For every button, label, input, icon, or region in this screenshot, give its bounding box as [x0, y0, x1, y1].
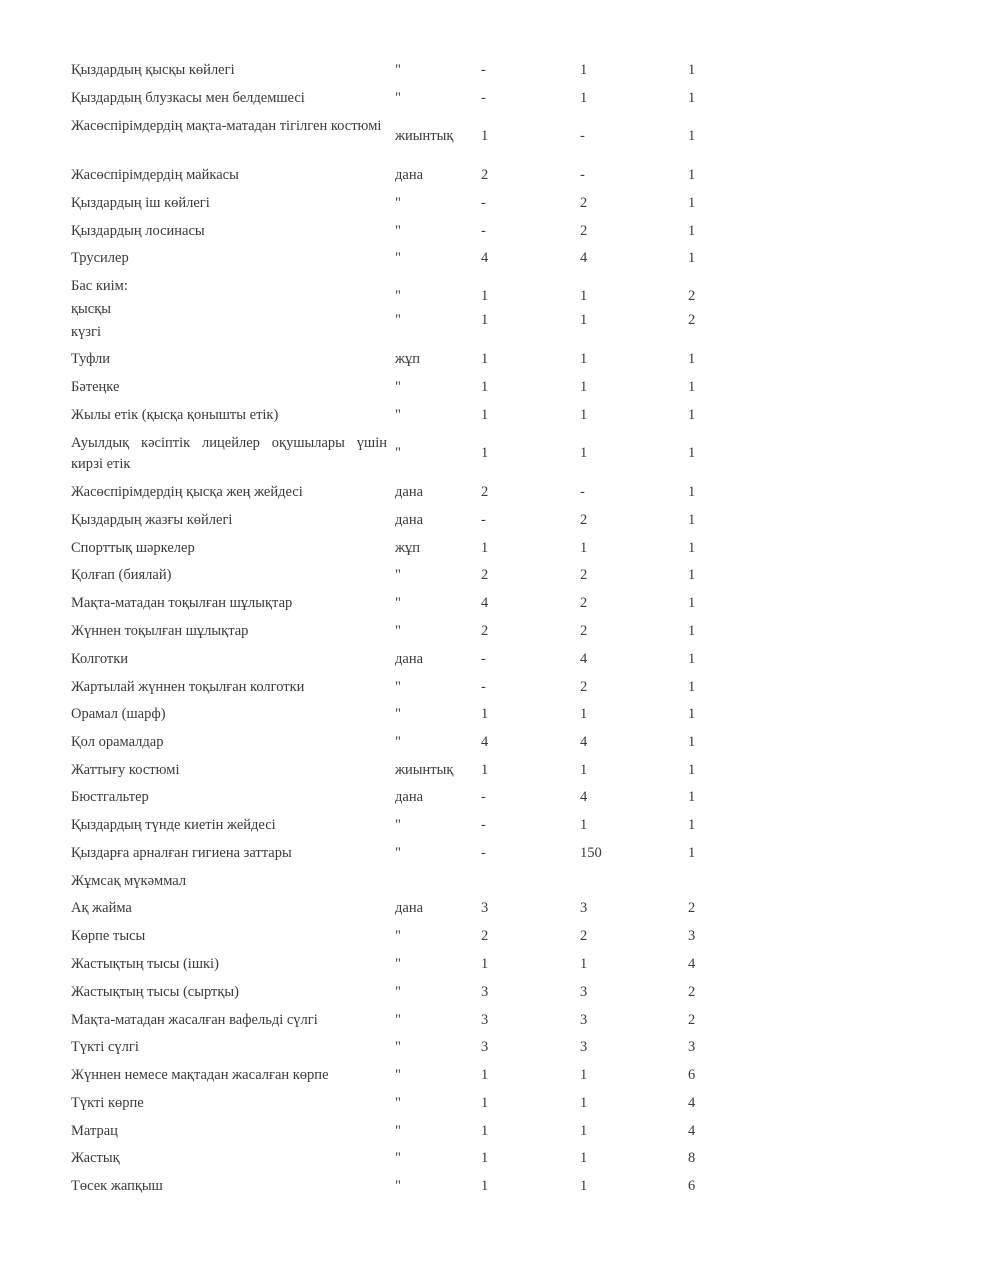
- row-col-3: 8: [688, 1150, 696, 1166]
- row-item-name: Жасөспірімдердің мақта-матадан тігілген костюмі: [71, 118, 382, 134]
- row-unit: жиынтық: [395, 762, 454, 778]
- row-col-1: 1: [481, 1150, 489, 1166]
- row-unit: ": [395, 90, 401, 106]
- row-unit: дана: [395, 651, 424, 667]
- row-col-1: 1: [481, 1123, 489, 1139]
- row-item-name: Матрац: [71, 1123, 118, 1139]
- row-col-1: 3: [481, 900, 489, 916]
- row-col-3: 2: [688, 288, 696, 304]
- row-item-name: Жастық: [71, 1150, 120, 1166]
- row-unit: ": [395, 379, 401, 395]
- row-item-name: Жүннен немесе мақтадан жасалған көрпе: [71, 1067, 329, 1083]
- row-col-2: 2: [580, 195, 588, 211]
- row-unit: ": [395, 1012, 401, 1028]
- row-unit: ": [395, 62, 401, 78]
- row-col-2: -: [580, 484, 585, 500]
- row-col-1: -: [481, 679, 486, 695]
- row-col-3: 2: [688, 312, 696, 328]
- row-col-1: 1: [481, 706, 489, 722]
- row-col-2: 3: [580, 900, 588, 916]
- row-col-1: 1: [481, 407, 489, 423]
- row-col-1: 1: [481, 1095, 489, 1111]
- row-item-name: Бас киім:: [71, 278, 128, 294]
- row-col-3: 1: [688, 445, 696, 461]
- row-unit: ": [395, 679, 401, 695]
- row-col-1: -: [481, 789, 486, 805]
- row-col-1: 4: [481, 250, 489, 266]
- row-item-name: Көрпе тысы: [71, 928, 146, 944]
- row-col-2: 1: [580, 379, 588, 395]
- row-item-name: Түкті көрпе: [71, 1095, 144, 1111]
- row-col-1: 2: [481, 167, 489, 183]
- row-col-3: 1: [688, 540, 696, 556]
- row-unit: жиынтық: [395, 128, 454, 144]
- row-col-2: 4: [580, 789, 588, 805]
- row-item-name: Бәтеңке: [71, 379, 120, 395]
- row-unit: жұп: [395, 540, 421, 556]
- row-col-2: 1: [580, 1150, 588, 1166]
- row-col-3: 1: [688, 789, 696, 805]
- row-unit: жұп: [395, 351, 421, 367]
- row-item-name: Жаттығу костюмі: [71, 762, 180, 778]
- row-col-3: 1: [688, 734, 696, 750]
- row-col-1: 1: [481, 128, 489, 144]
- row-item-name: Жастықтың тысы (ішкі): [71, 956, 219, 972]
- row-col-2: 1: [580, 1123, 588, 1139]
- row-item-name: Қыздардың іш көйлегі: [71, 195, 210, 211]
- row-col-2: 1: [580, 90, 588, 106]
- row-col-3: 1: [688, 167, 696, 183]
- row-item-name: Трусилер: [71, 250, 129, 266]
- row-unit: ": [395, 1150, 401, 1166]
- row-item-name: Қыздардың жазғы көйлегі: [71, 512, 233, 528]
- row-col-3: 1: [688, 128, 696, 144]
- row-item-name: Түкті сүлгі: [71, 1039, 139, 1055]
- row-unit: ": [395, 407, 401, 423]
- row-col-3: 6: [688, 1178, 696, 1194]
- row-col-3: 4: [688, 1095, 696, 1111]
- row-item-name: Ауылдық кәсіптік лицейлер оқушылары үшін кирзі етік: [71, 435, 387, 472]
- row-col-2: 1: [580, 1095, 588, 1111]
- row-col-3: 1: [688, 62, 696, 78]
- row-col-1: 1: [481, 312, 489, 328]
- row-col-1: 3: [481, 1039, 489, 1055]
- row-col-3: 1: [688, 484, 696, 500]
- row-item-name: Бюстгальтер: [71, 789, 149, 805]
- row-item-name: Қыздардың лосинасы: [71, 223, 205, 239]
- row-item-name: Мақта-матадан жасалған вафельді сүлгі: [71, 1012, 318, 1028]
- row-col-3: 3: [688, 1039, 696, 1055]
- row-col-2: 1: [580, 351, 588, 367]
- row-col-1: -: [481, 62, 486, 78]
- row-item-name: Қыздардың қысқы көйлегі: [71, 62, 235, 78]
- row-unit: ": [395, 595, 401, 611]
- row-col-3: 1: [688, 845, 696, 861]
- row-col-2: 2: [580, 595, 588, 611]
- row-col-2: 2: [580, 623, 588, 639]
- row-item-name: Жастықтың тысы (сыртқы): [71, 984, 239, 1000]
- row-col-2: 1: [580, 817, 588, 833]
- row-col-2: -: [580, 128, 585, 144]
- row-col-1: 2: [481, 567, 489, 583]
- row-unit: ": [395, 250, 401, 266]
- row-col-1: 1: [481, 540, 489, 556]
- row-col-2: 1: [580, 706, 588, 722]
- row-col-3: 1: [688, 351, 696, 367]
- row-col-3: 1: [688, 762, 696, 778]
- row-unit: ": [395, 817, 401, 833]
- row-item-name: Жартылай жүннен тоқылған колготки: [71, 679, 305, 695]
- row-item-name: Жасөспірімдердің майкасы: [71, 167, 239, 183]
- row-item-name: Жұмсақ мүкәммал: [71, 873, 187, 889]
- row-item-name: Ақ жайма: [71, 900, 132, 916]
- row-col-3: 2: [688, 1012, 696, 1028]
- row-col-1: 4: [481, 595, 489, 611]
- row-col-1: 2: [481, 928, 489, 944]
- row-col-2: 1: [580, 956, 588, 972]
- row-unit: ": [395, 706, 401, 722]
- row-col-1: 1: [481, 379, 489, 395]
- row-col-3: 1: [688, 567, 696, 583]
- row-col-1: 1: [481, 1067, 489, 1083]
- row-col-3: 1: [688, 90, 696, 106]
- row-col-3: 4: [688, 1123, 696, 1139]
- row-col-1: 2: [481, 484, 489, 500]
- row-unit: дана: [395, 512, 424, 528]
- row-unit: ": [395, 845, 401, 861]
- row-col-2: 1: [580, 762, 588, 778]
- row-col-3: 1: [688, 512, 696, 528]
- row-col-2: 1: [580, 407, 588, 423]
- row-col-1: -: [481, 845, 486, 861]
- row-col-3: 1: [688, 817, 696, 833]
- row-col-2: 2: [580, 223, 588, 239]
- row-col-3: 1: [688, 379, 696, 395]
- row-item-name: қысқы: [71, 301, 112, 317]
- row-col-3: 3: [688, 928, 696, 944]
- row-col-2: 2: [580, 679, 588, 695]
- row-unit: ": [395, 195, 401, 211]
- row-unit: ": [395, 288, 401, 304]
- row-col-3: 2: [688, 900, 696, 916]
- row-col-3: 1: [688, 223, 696, 239]
- row-item-name: Қыздардың блузкасы мен белдемшесі: [71, 90, 305, 106]
- row-col-1: 2: [481, 623, 489, 639]
- row-col-1: -: [481, 223, 486, 239]
- row-col-2: 1: [580, 540, 588, 556]
- row-col-1: 1: [481, 288, 489, 304]
- row-col-2: 2: [580, 512, 588, 528]
- row-item-name: Қыздарға арналған гигиена заттары: [71, 845, 292, 861]
- row-col-2: 1: [580, 288, 588, 304]
- row-item-name: күзгі: [71, 324, 101, 340]
- row-col-3: 1: [688, 706, 696, 722]
- row-item-name: Жүннен тоқылған шұлықтар: [71, 623, 249, 639]
- row-col-1: 1: [481, 445, 489, 461]
- row-col-2: 1: [580, 445, 588, 461]
- row-col-2: 3: [580, 984, 588, 1000]
- row-unit: ": [395, 1095, 401, 1111]
- row-unit: ": [395, 1178, 401, 1194]
- row-col-1: 1: [481, 1178, 489, 1194]
- row-unit: ": [395, 223, 401, 239]
- row-col-2: 4: [580, 734, 588, 750]
- row-unit: дана: [395, 167, 424, 183]
- row-col-3: 1: [688, 651, 696, 667]
- row-col-2: 2: [580, 928, 588, 944]
- row-item-name: Орамал (шарф): [71, 706, 166, 722]
- row-col-3: 1: [688, 623, 696, 639]
- row-unit: ": [395, 734, 401, 750]
- row-col-1: 3: [481, 1012, 489, 1028]
- row-col-1: -: [481, 651, 486, 667]
- row-col-1: 1: [481, 351, 489, 367]
- row-unit: ": [395, 623, 401, 639]
- row-col-1: 3: [481, 984, 489, 1000]
- row-unit: ": [395, 312, 401, 328]
- row-unit: ": [395, 1039, 401, 1055]
- row-col-2: 3: [580, 1039, 588, 1055]
- row-col-1: 1: [481, 956, 489, 972]
- row-unit: ": [395, 956, 401, 972]
- row-col-2: 2: [580, 567, 588, 583]
- row-unit: ": [395, 928, 401, 944]
- row-col-2: 4: [580, 250, 588, 266]
- row-unit: ": [395, 1123, 401, 1139]
- row-unit: ": [395, 984, 401, 1000]
- row-unit: дана: [395, 789, 424, 805]
- row-col-3: 1: [688, 679, 696, 695]
- row-item-name: Туфли: [71, 351, 111, 367]
- row-col-3: 1: [688, 195, 696, 211]
- row-col-2: 1: [580, 312, 588, 328]
- row-item-name: Колготки: [71, 651, 129, 667]
- row-col-3: 6: [688, 1067, 696, 1083]
- row-item-name: Жасөспірімдердің қысқа жең жейдесі: [71, 484, 303, 500]
- row-item-name: Қолғап (биялай): [71, 567, 172, 583]
- row-item-name: Қол орамалдар: [71, 734, 164, 750]
- row-col-2: 150: [580, 845, 602, 861]
- row-item-name: Спорттық шәркелер: [71, 540, 195, 556]
- row-col-3: 2: [688, 984, 696, 1000]
- row-col-2: 1: [580, 1067, 588, 1083]
- row-col-1: 4: [481, 734, 489, 750]
- row-item-name: Жылы етік (қысқа қонышты етік): [71, 407, 279, 423]
- row-item-name: Мақта-матадан тоқылған шұлықтар: [71, 595, 293, 611]
- row-unit: ": [395, 567, 401, 583]
- row-col-2: 4: [580, 651, 588, 667]
- row-col-1: -: [481, 195, 486, 211]
- row-col-1: 1: [481, 762, 489, 778]
- row-col-1: -: [481, 817, 486, 833]
- row-col-3: 1: [688, 595, 696, 611]
- row-unit: дана: [395, 900, 424, 916]
- row-col-3: 1: [688, 250, 696, 266]
- row-col-3: 1: [688, 407, 696, 423]
- row-col-3: 4: [688, 956, 696, 972]
- row-col-2: -: [580, 167, 585, 183]
- row-col-1: -: [481, 90, 486, 106]
- row-item-name: Қыздардың түнде киетін жейдесі: [71, 817, 276, 833]
- row-col-2: 1: [580, 1178, 588, 1194]
- row-item-name: Төсек жапқыш: [71, 1178, 163, 1194]
- row-unit: ": [395, 445, 401, 461]
- row-col-2: 1: [580, 62, 588, 78]
- row-unit: ": [395, 1067, 401, 1083]
- row-col-2: 3: [580, 1012, 588, 1028]
- row-col-1: -: [481, 512, 486, 528]
- row-unit: дана: [395, 484, 424, 500]
